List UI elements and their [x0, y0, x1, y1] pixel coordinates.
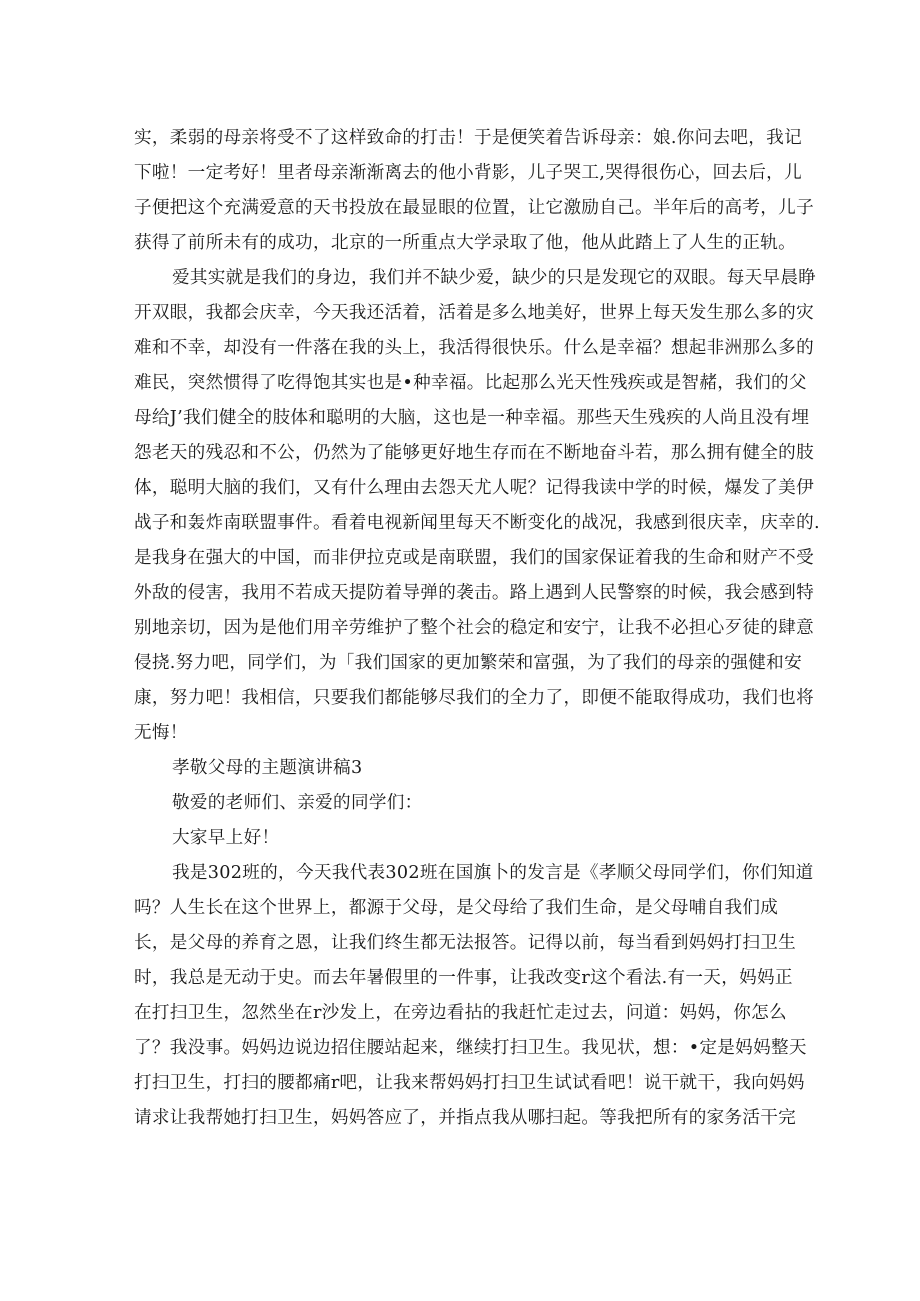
paragraph-line: 爱其实就是我们的身边，我们并不缺少爱，缺少的只是发现它的双眼。每天早晨睁: [172, 268, 817, 288]
paragraph-line: 获得了前所未有的成功，北京的一所重点大学录取了他，他从此踏上了人生的正轨。: [134, 233, 797, 253]
paragraph-line: 吗？人生长在这个世界上，都源于父母，是父母给了我们生命，是父母哺自我们成: [134, 898, 779, 918]
paragraph-line: 子便把这个充满爱意的天书投放在最显眼的位置，让它激励自己。半年后的高考，儿子: [134, 198, 814, 218]
paragraph-line: 康，努力吧！我相信，只要我们都能够尽我们的全力了，即便不能取得成功，我们也将: [134, 688, 814, 708]
paragraph-line: 无悔！: [134, 723, 188, 743]
paragraph-line: 开双眼，我都会庆幸，今天我还活着，活着是多么地美好，世界上每天发生那么多的灾: [134, 303, 814, 323]
paragraph-line: 怨老天的残忍和不公，仍然为了能够更好地生存而在不断地奋斗若，那么拥有健全的肢: [134, 443, 814, 463]
paragraph-line: 实，柔弱的母亲将受不了这样致命的打击！于是便笑着告诉母亲：娘.你问去吧，我记: [134, 128, 802, 148]
paragraph-line: 下啦！一定考好！里者母亲渐渐离去的他小背影，儿子哭工,哭得很伤心，回去后，儿: [134, 163, 802, 183]
paragraph-line: 体，聪明大脑的我们，又有什么理由去怨天尤人呢？记得我读中学的时候，爆发了美伊: [134, 478, 814, 498]
paragraph-line: 母给J’我们健全的肢体和聪明的大脑，这也是一种幸福。那些天生残疾的人尚且没有埋: [134, 408, 810, 428]
paragraph-line: 难民，突然惯得了吃得饱其实也是•种幸福。比起那么光天性残疾或是智赭，我们的父: [134, 373, 807, 393]
paragraph-line: 我是302班的，今天我代表302班在国旗卜的发言是《孝顺父母同学们，你们知道: [172, 863, 814, 883]
paragraph-line: 别地亲切，因为是他们用辛劳维护了整个社会的稳定和安宁，让我不必担心歹徒的肆意: [134, 618, 814, 638]
paragraph-line: 侵挠.努力吧，同学们，为「我们国家的更加繁荣和富强，为了我们的母亲的强健和安: [134, 653, 802, 673]
paragraph-line: 外敌的侵害，我用不若成天提防着导弹的袭击。路上遇到人民警察的时候，我会感到特: [134, 583, 814, 603]
paragraph-line: 战子和轰炸南联盟事件。看着电视新闻里每天不断变化的战况，我感到很庆幸，庆幸的.: [134, 513, 820, 533]
section-title: 孝敬父母的主题演讲稿3: [172, 758, 363, 778]
paragraph-line: 在打扫卫生，忽然坐在r沙发上，在旁边看拈的我赶忙走过去，问道：妈妈，你怎么: [134, 1003, 787, 1023]
paragraph-line: 是我身在强大的中国，而非伊拉克或是南联盟，我们的国家保证着我的生命和财产不受: [134, 548, 814, 568]
salutation: 敬爱的老师们、亲爱的同学们：: [172, 793, 423, 813]
paragraph-line: 难和不幸，却没有一件落在我的头上，我活得很快乐。什么是幸福？想起非洲那么多的: [134, 338, 814, 358]
paragraph-line: 打扫卫生，打扫的腰都痛r吧，让我来帮妈妈打扫卫生试试看吧！说干就干，我向妈妈: [134, 1073, 805, 1093]
paragraph-line: 请求让我帮她打扫卫生，妈妈答应了，并指点我从哪扫起。等我把所有的家务活干完: [134, 1108, 797, 1128]
paragraph-line: 长，是父母的养育之恩，让我们终生都无法报答。记得以前，每当看到妈妈打扫卫生: [134, 933, 797, 953]
greeting: 大家早上好！: [172, 828, 280, 848]
paragraph-line: 了？我没事。妈妈边说边招住腰站起来，继续打扫卫生。我见状，想：•定是妈妈整天: [134, 1038, 807, 1058]
paragraph-line: 时，我总是无动于史。而去年暑假里的一件事，让我改变r这个看法.有一天，妈妈正: [134, 968, 793, 988]
